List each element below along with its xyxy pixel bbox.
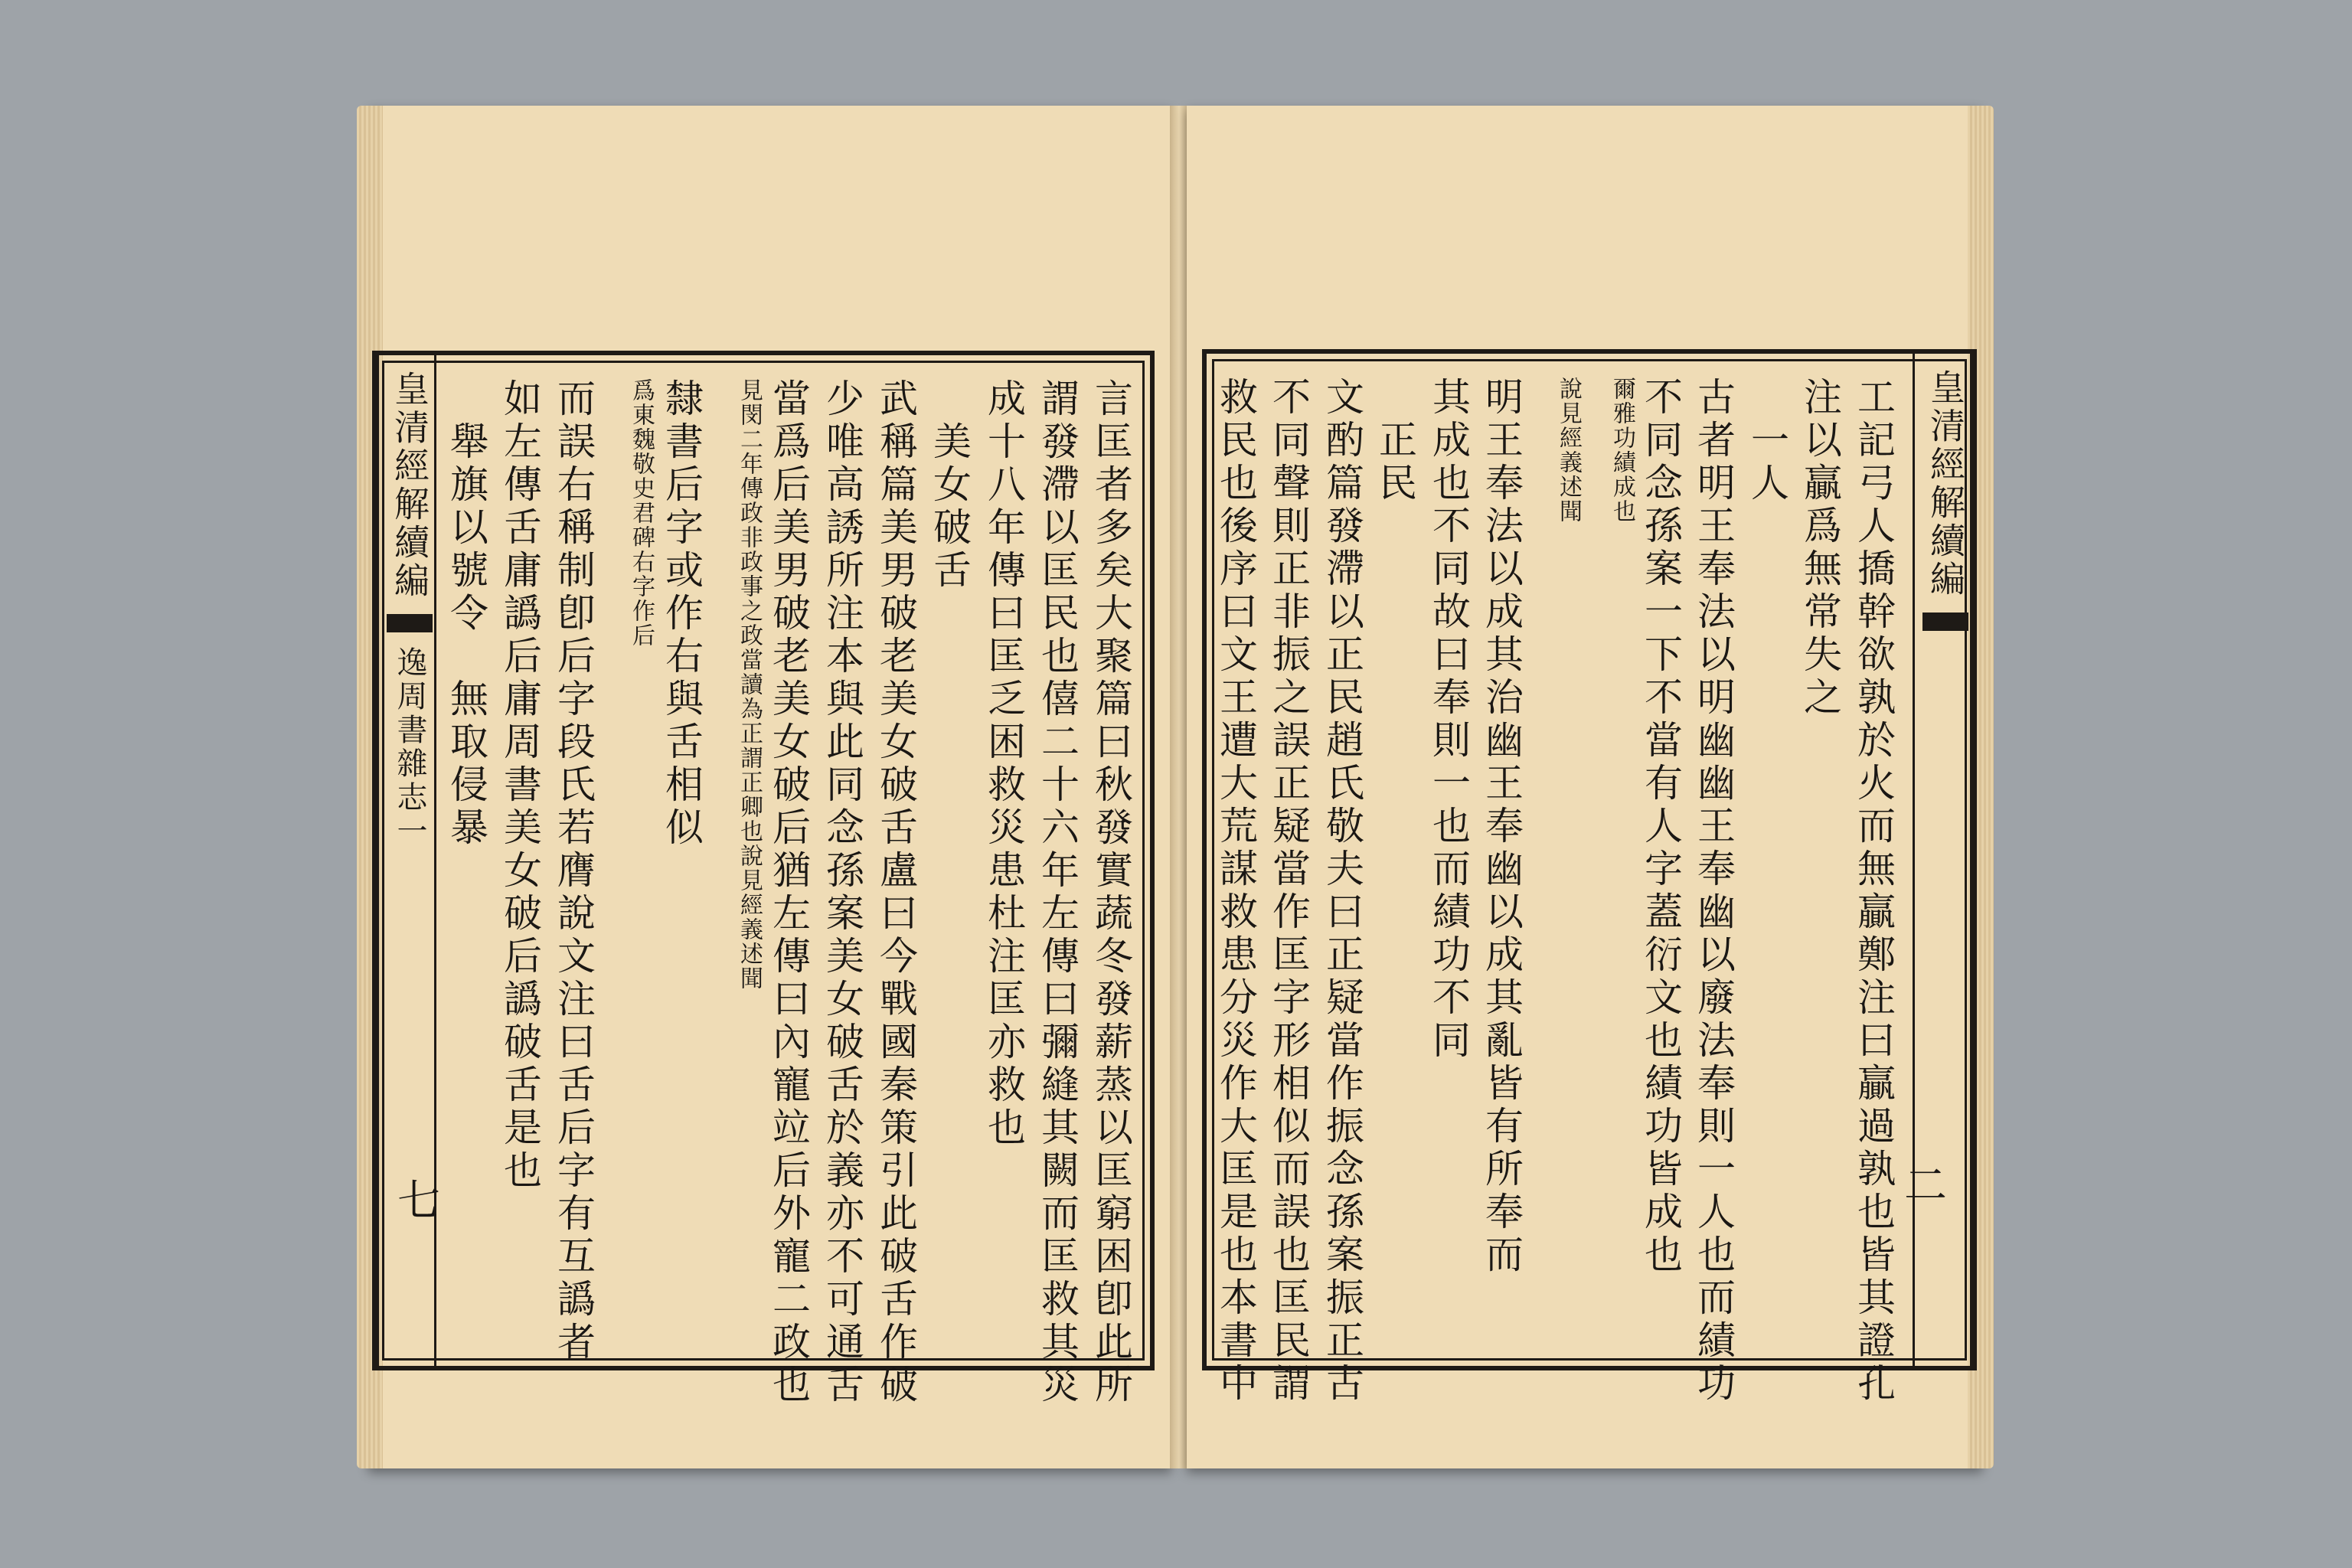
text-column: 謂發滯以匡民也僖二十六年左傳曰彌縫其闕而匡救其災 [1035,378,1080,1407]
right-text-frame [1202,349,1977,1406]
text-column: 爾雅功績成也 [1609,377,1635,524]
text-column: 少唯高誘所注本與此同念孫案美女破舌於義亦不可通舌 [820,378,864,1407]
text-column: 不同聲則正非振之誤正疑當作匡字形相似而誤也匡民謂 [1266,377,1311,1406]
text-column: 成十八年傳曰匡乏困救災患杜注匡亦救也 [982,378,1026,1150]
text-column: 工記弓人撟幹欲孰於火而無贏鄭注曰贏過孰也皆其證孔 [1851,377,1896,1406]
text-column: 救民也後序曰文王遭大荒謀救患分災作大匡是也本書中 [1214,377,1258,1406]
text-column: 不同念孫案一下不當有人字蓋衍文也績功皆成也 [1638,377,1683,1277]
left-folio: 七 [390,1178,440,1220]
right-page [1187,106,1983,1468]
text-column: 正民 [1373,377,1417,505]
left-fishtail [387,614,433,632]
text-column: 武稱篇美男破老美女破舌盧曰今戰國秦策引此破舌作破 [874,378,918,1407]
right-fishtail [1922,612,1968,631]
text-column: 舉旗以號令 無取侵暴 [444,378,488,850]
text-column: 如左傳舌庸譌后庸周書美女破后譌破舌是也 [498,378,542,1193]
text-column: 說見經義述聞 [1555,377,1582,524]
left-section-title: 逸周書雜志一 [392,646,427,848]
right-folio: 二 [1897,1162,1947,1205]
left-running-title: 皇清經解續編 [389,371,430,600]
text-column: 注以贏爲無常失之 [1798,377,1842,720]
text-column: 一人 [1745,377,1789,505]
left-page [368,106,1171,1468]
text-column: 當爲后美男破老美女破后猶左傳曰內寵竝后外寵二政也 [766,378,811,1407]
text-column: 見閔二年傳政非政事之政當讀為正謂正卿也說見經義述聞 [736,378,763,991]
book-gutter [1170,106,1188,1468]
text-column: 古者明王奉法以明幽幽王奉幽以廢法奉則一人也而績功 [1691,377,1736,1406]
text-column: 言匡者多矣大聚篇曰秋發實蔬冬發薪蒸以匡窮困卽此所 [1089,378,1133,1407]
left-text-frame [372,351,1155,1407]
text-column: 其成也不同故曰奉則一也而績功不同 [1426,377,1471,1063]
text-column: 爲東魏敬史君碑右字作后 [628,378,655,648]
text-column: 而誤右稱制卽后字段氏若膺說文注曰舌后字有互譌者 [551,378,596,1364]
right-running-title: 皇清經解續編 [1925,369,1966,599]
open-book [360,92,1983,1485]
right-banner [1913,354,1972,1366]
text-column: 文酌篇發滯以正民趙氏敬夫曰正疑當作振念孫案振正古 [1320,377,1364,1406]
text-column: 美女破舌 [927,378,972,593]
text-column: 明王奉法以成其治幽王奉幽以成其亂皆有所奉而 [1479,377,1524,1277]
text-column: 隸書后字或作右與舌相似 [659,378,704,850]
